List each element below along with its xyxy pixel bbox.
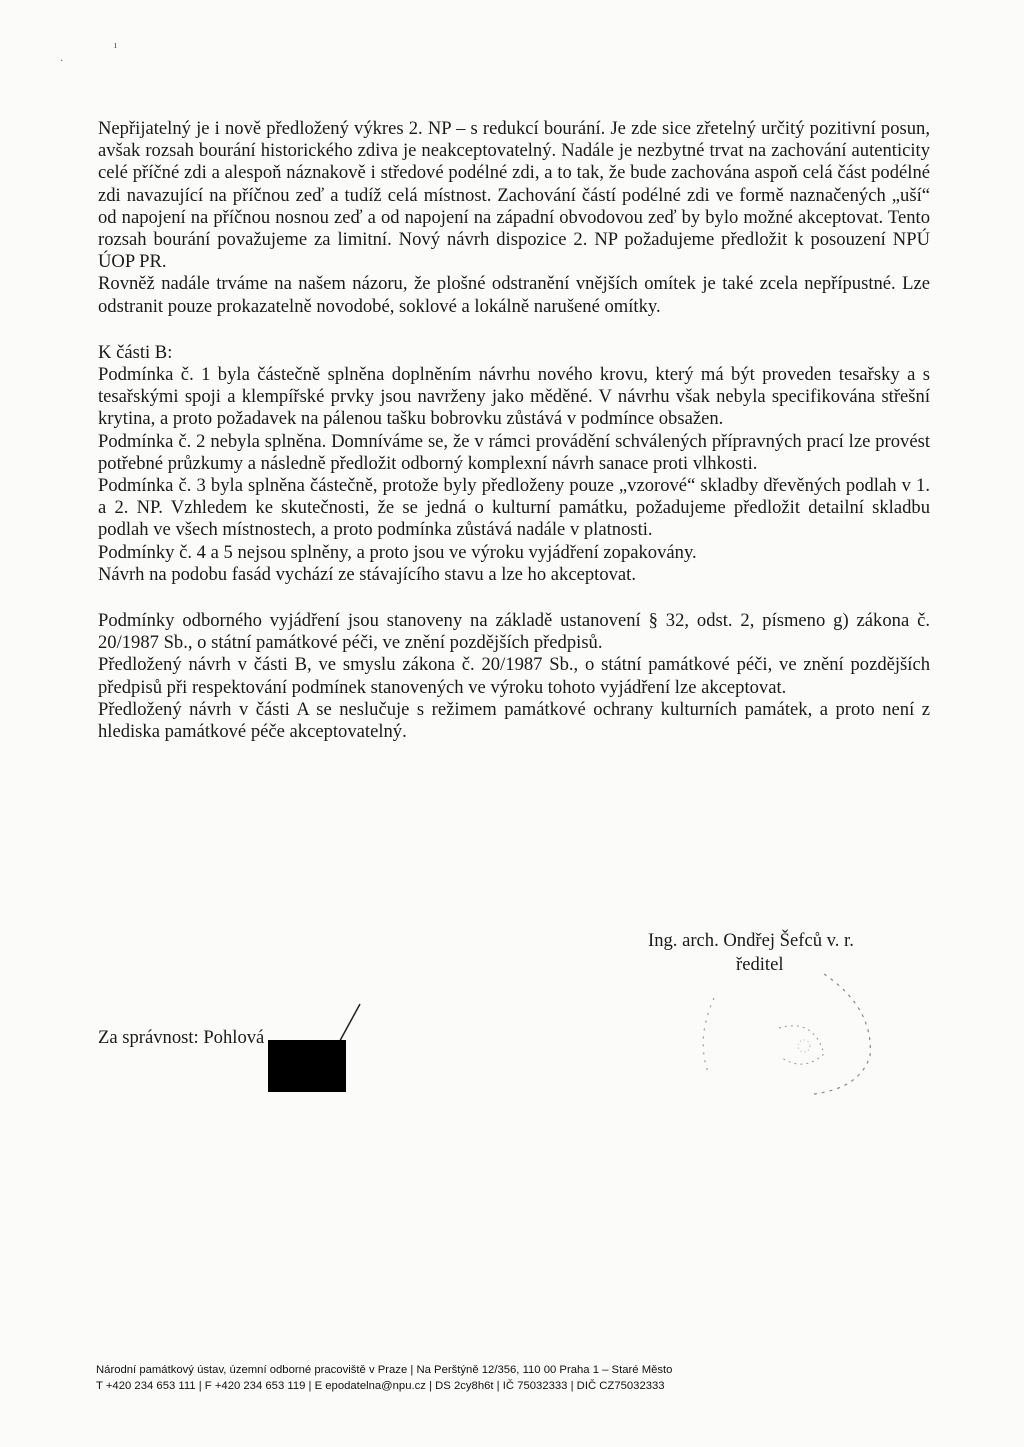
paragraph: Podmínka č. 1 byla částečně splněna doplněním návrhu nového krovu, který má být proveden tesařsky a s tesařskými spoji a klempířské prvky jsou navrženy jako měděné. V návrhu však nebyla specifikována střešní krytina, a proto požadavek na pálenou tašku bobrovku zůstává v podmínce obsažen. — [98, 364, 930, 430]
signatory-title: ředitel — [736, 954, 784, 975]
correctness-line: Za správnost: Pohlová — [98, 1027, 265, 1048]
paragraph: Podmínky č. 4 a 5 nejsou splněny, a proto jsou ve výroku vyjádření zopakovány. — [98, 541, 697, 563]
letterhead-footer — [96, 1362, 672, 1394]
paragraph: Předložený návrh v části B, ve smyslu zákona č. 20/1987 Sb., o státní památkové péči, ve znění pozdějších předpisů při respektování podmínek stanovených ve výroku tohoto vyjádření lze akceptovat. — [98, 654, 930, 698]
paragraph: Rovněž nadále trváme na našem názoru, že plošné odstranění vnějších omítek je také zcela nepřípustné. Lze odstranit pouze prokazatelně novodobé, soklové a lokálně narušené omítky. — [98, 273, 930, 317]
footer-address: Národní památkový ústav, územní odborné pracoviště v Praze | Na Perštýně 12/356, 110 00 Praha 1 – Staré Město — [96, 1364, 673, 1376]
paragraph: Podmínky odborného vyjádření jsou stanoveny na základě ustanovení § 32, odst. 2, písmeno g) zákona č. 20/1987 Sb., o státní památkové péči, ve znění pozdějších předpisů. — [98, 610, 930, 654]
paragraph: Podmínka č. 2 nebyla splněna. Domníváme se, že v rámci provádění schválených přípravných prací lze provést potřebné průzkumy a následně předložit odborný komplexní návrh sanace proti vlhkosti. — [98, 430, 930, 474]
section-heading: K části B: — [98, 341, 173, 363]
paragraph: Návrh na podobu fasád vychází ze stávajícího stavu a lze ho akceptovat. — [98, 563, 636, 585]
scan-speck: ı — [114, 40, 117, 51]
paragraph: Nepřijatelný je i nově předložený výkres 2. NP – s redukcí bourání. Je zde sice zřetelný určitý pozitivní posun, avšak rozsah bourání historického zdiva je neakceptovatelný. Nadále je nezbytné trvat na zachování autenticity celé příčné zdi a alespoň náznakově i středové podélné zdi, a to tak, že bude zachována aspoň celá část podélné zdi navazující na příčnou zeď a tudíž celá místnost. Zachování částí podélné zdi ve formě naznačených „uší“ od napojení na příčnou nosnou zeď a od napojení na západní obvodovou zeď by bylo možné akceptovat. Tento rozsah bourání považujeme za limitní. Nový návrh dispozice 2. NP požadujeme předložit k posouzení NPÚ ÚOP PR. — [98, 118, 930, 273]
official-stamp-icon — [684, 968, 884, 1098]
letter-body — [98, 118, 930, 743]
signatory-name: Ing. arch. Ondřej Šefců v. r. — [648, 930, 854, 951]
scan-speck: · — [60, 56, 64, 67]
redaction-box — [268, 1040, 346, 1092]
paragraph: Podmínka č. 3 byla splněna částečně, protože byly předloženy pouze „vzorové“ skladby dřevěných podlah v 1. a 2. NP. Vzhledem ke skutečnosti, že se jedná o kulturní památku, požadujeme předložit detailní skladbu podlah ve všech místnostech, a proto podmínka zůstává nadále v platnosti. — [98, 475, 930, 541]
footer-contacts: T +420 234 653 111 | F +420 234 653 119 | E epodatelna@npu.cz | DS 2cy8h6t | IČ 75032333 | DIČ CZ75032333 — [96, 1380, 665, 1392]
paragraph: Předložený návrh v části A se neslučuje s režimem památkové ochrany kulturních památek, a proto není z hlediska památkové péče akceptovatelný. — [98, 698, 930, 743]
